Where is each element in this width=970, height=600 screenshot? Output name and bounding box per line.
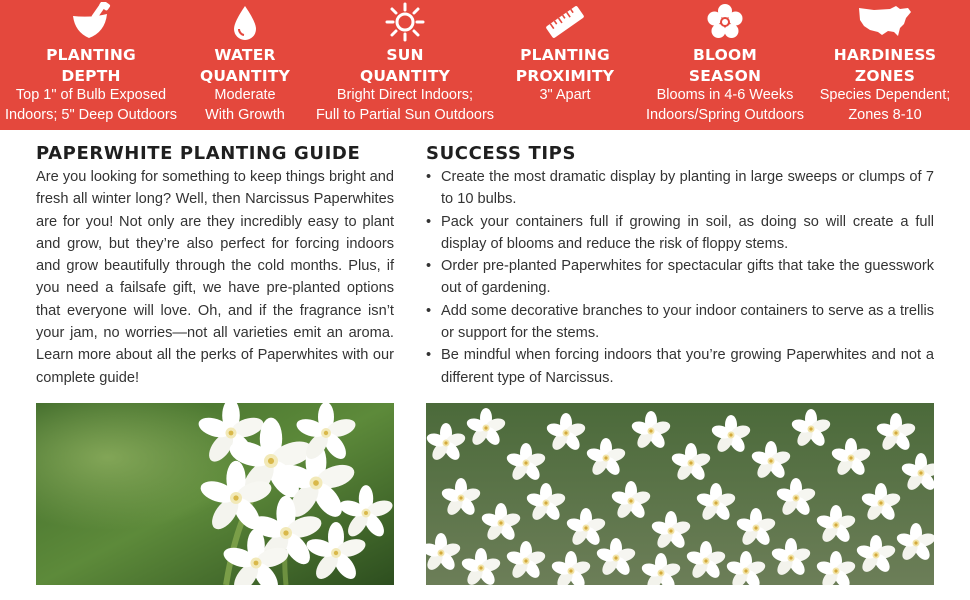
- stat-title: QUANTITY: [360, 67, 450, 85]
- stat-description: Zones 8-10: [848, 106, 922, 123]
- stat-planting-proximity: [502, 0, 628, 130]
- stat-title: PLANTING: [520, 46, 610, 64]
- tip-text: Add some decorative branches to your indoor containers to serve as a trellis or support for the stems.: [441, 302, 934, 342]
- stat-bloom-season: [628, 0, 822, 130]
- stat-description: Indoors/Spring Outdoors: [646, 106, 804, 123]
- stat-title: PLANTING: [46, 46, 136, 64]
- stat-planting-depth: [0, 0, 182, 130]
- flower-icon: [705, 0, 745, 44]
- stat-title: SUN: [386, 46, 424, 64]
- guide-heading: PAPERWHITE PLANTING GUIDE: [36, 143, 361, 164]
- stat-hardiness-zones: [816, 0, 954, 130]
- stat-title: DEPTH: [61, 67, 121, 85]
- tip-text: Pack your containers full if growing in soil, as doing so will create a full display of blooms and reduce the risk of floppy stems.: [441, 213, 934, 252]
- stat-sun-quantity: [308, 0, 502, 130]
- stat-description: Bright Direct Indoors;: [336, 87, 474, 103]
- stat-title: WATER: [214, 46, 276, 64]
- stat-description: Full to Partial Sun Outdoors: [315, 106, 495, 123]
- tip-text: Order pre-planted Paperwhites for spectacular gifts that take the guesswork out of gardening.: [441, 258, 934, 297]
- stat-title: QUANTITY: [200, 67, 290, 85]
- stat-title: SEASON: [688, 67, 762, 85]
- tip-item: • Be mindful when forcing indoors that you’re growing Paperwhites and not a different type of Narcissus.: [426, 347, 934, 386]
- stat-description: Moderate: [214, 87, 276, 103]
- guide-body: Are you looking for something to keep things bright and fresh all winter long? Well, then Narcissus Paperwhites are for you! Not only are they incredibly easy to plant and grow, but they’re also perfect for forcing indoors and grow beautifully through the cold months. Plus, if you need a failsafe gift, we have pre-planted options that everyone will love. Oh, and if the fragrance isn’t your jam, no worries—not all varieties emit an aroma. Learn more about all the perks of Paperwhites with our complete guide!: [36, 169, 394, 386]
- stat-description: Blooms in 4-6 Weeks: [656, 87, 794, 103]
- tip-item: • Order pre-planted Paperwhites for spectacular gifts that take the guesswork out of gardening.: [426, 258, 934, 297]
- tips-heading: SUCCESS TIPS: [426, 143, 577, 164]
- stat-water-quantity: [182, 0, 308, 130]
- usa-map-icon: [856, 0, 914, 44]
- info-banner: [0, 0, 970, 130]
- tip-item: • Add some decorative branches to your indoor containers to serve as a trellis or support for the stems.: [426, 302, 934, 342]
- tip-item: • Create the most dramatic display by planting in large sweeps or clumps of 7 to 10 bulbs.: [426, 169, 934, 208]
- stat-description: With Growth: [205, 106, 285, 123]
- sun-icon: [385, 0, 425, 44]
- stat-title: PROXIMITY: [515, 67, 615, 85]
- trowel-icon: [67, 0, 115, 44]
- water-drop-icon: [230, 0, 260, 44]
- stat-description: Species Dependent;: [819, 87, 951, 103]
- ruler-icon: [542, 0, 588, 44]
- stat-title: BLOOM: [693, 46, 757, 64]
- paperwhite-cluster-photo: [426, 403, 934, 585]
- stat-description: Top 1" of Bulb Exposed: [15, 87, 167, 103]
- paperwhite-closeup-photo: [36, 403, 394, 585]
- stat-title: HARDINESS: [833, 46, 937, 64]
- tips-list: [426, 166, 934, 389]
- tip-text: Be mindful when forcing indoors that you’re growing Paperwhites and not a different type of Narcissus.: [441, 347, 934, 386]
- stat-title: ZONES: [854, 67, 916, 85]
- tip-text: Create the most dramatic display by planting in large sweeps or clumps of 7 to 10 bulbs.: [441, 169, 934, 208]
- stat-description: Indoors; 5" Deep Outdoors: [5, 106, 177, 123]
- tip-item: • Pack your containers full if growing in soil, as doing so will create a full display of blooms and reduce the risk of floppy stems.: [426, 213, 934, 252]
- stat-description: 3" Apart: [539, 87, 591, 103]
